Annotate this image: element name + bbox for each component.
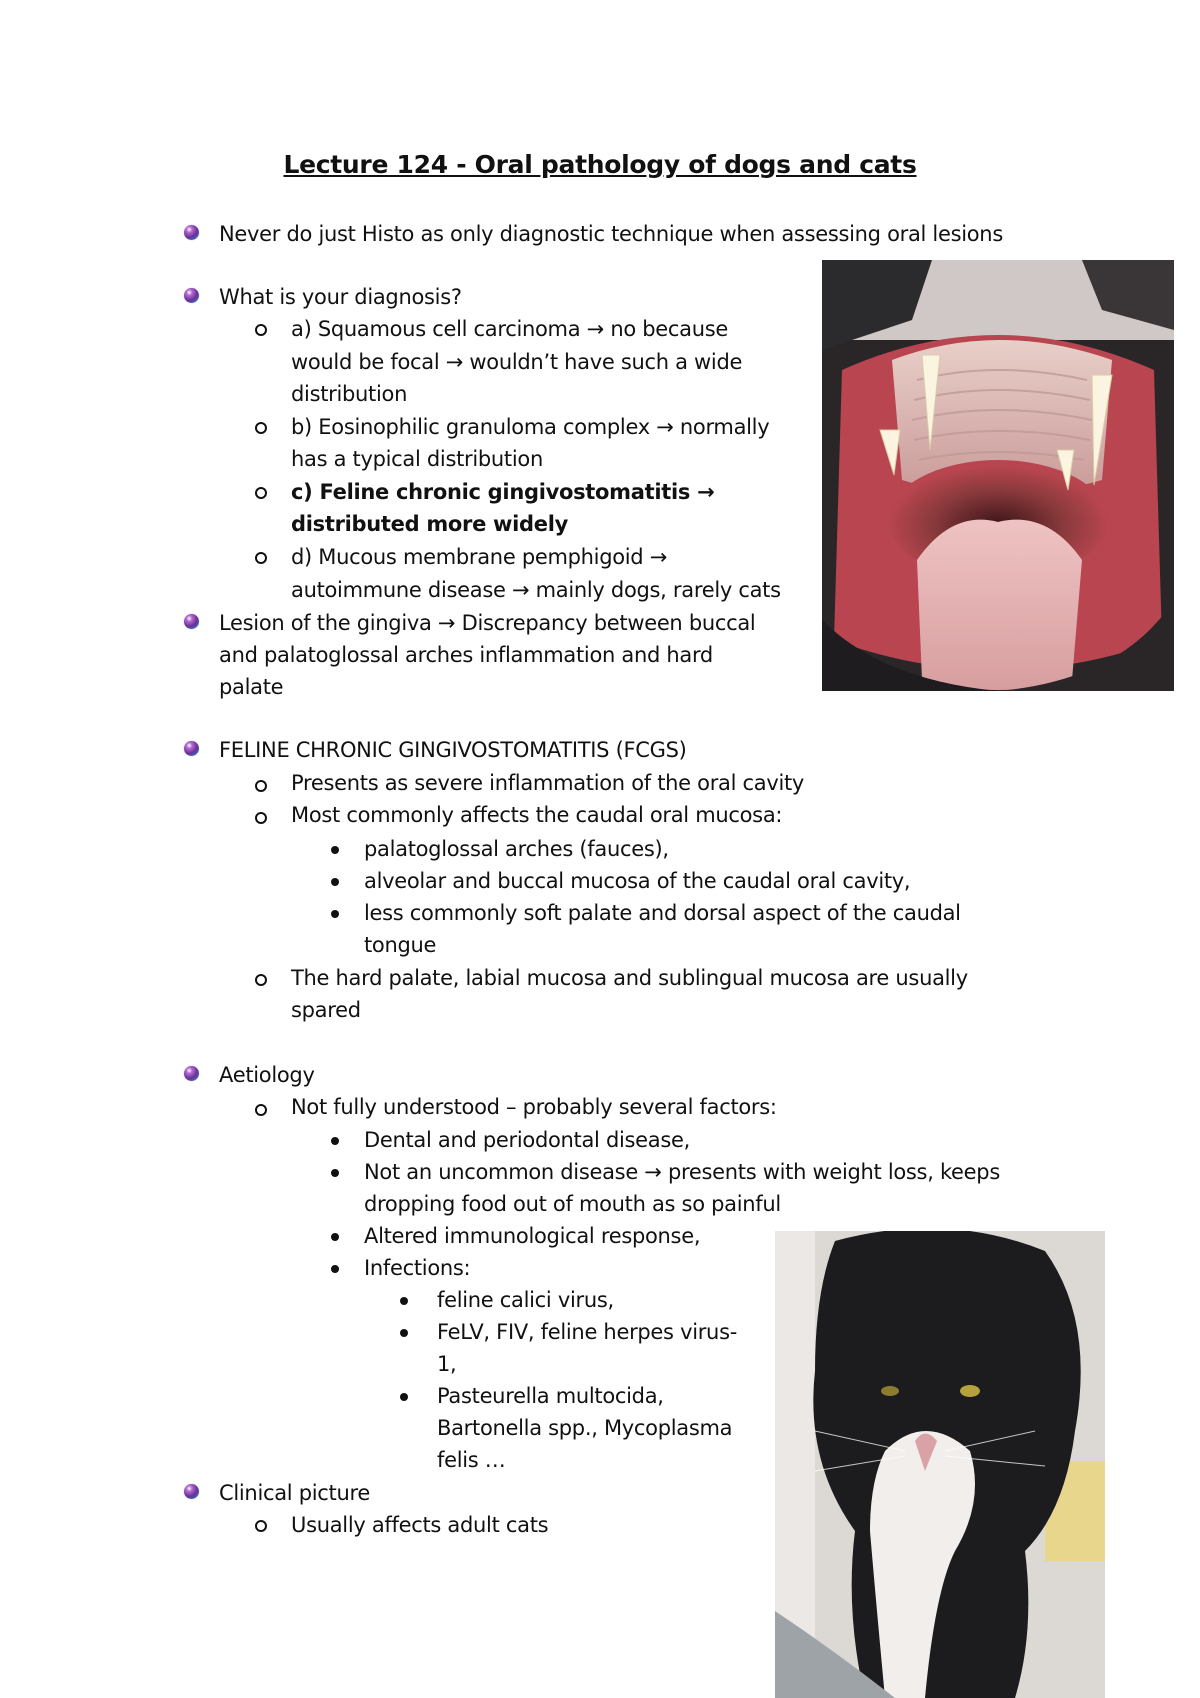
bullet-sphere-icon — [184, 288, 199, 303]
bullet-ring-icon — [255, 487, 267, 499]
bullet-dot-icon — [400, 1329, 408, 1337]
list-item: Lesion of the gingiva → Discrepancy between buccal — [219, 611, 756, 635]
bullet-dot-icon — [400, 1297, 408, 1305]
bullet-sphere-icon — [184, 741, 199, 756]
cat-photo — [775, 1231, 1105, 1698]
bullet-dot-icon — [331, 1233, 339, 1241]
list-item-continuation: dropping food out of mouth as so painful — [364, 1192, 781, 1216]
bullet-ring-icon — [255, 552, 267, 564]
bullet-sphere-icon — [184, 614, 199, 629]
list-item-continuation: and palatoglossal arches inflammation and hard — [219, 643, 713, 667]
bullet-ring-icon — [255, 324, 267, 336]
list-item-continuation: tongue — [364, 933, 437, 957]
list-item: Pasteurella multocida, — [437, 1384, 664, 1408]
list-item-continuation: 1, — [437, 1352, 457, 1376]
bullet-ring-icon — [255, 812, 267, 824]
bullet-dot-icon — [331, 1265, 339, 1273]
section-heading: FELINE CHRONIC GINGIVOSTOMATITIS (FCGS) — [219, 738, 687, 762]
bullet-dot-icon — [331, 878, 339, 886]
list-item: Presents as severe inflammation of the oral cavity — [291, 771, 805, 795]
list-item: Infections: — [364, 1256, 471, 1280]
bullet-dot-icon — [331, 846, 339, 854]
list-item: Not fully understood – probably several factors: — [291, 1095, 777, 1119]
list-item-continuation: distributed more widely — [291, 512, 569, 536]
list-item: The hard palate, labial mucosa and sublingual mucosa are usually — [291, 966, 968, 990]
bullet-dot-icon — [331, 910, 339, 918]
page-title: Lecture 124 - Oral pathology of dogs and cats — [283, 150, 917, 179]
bullet-sphere-icon — [184, 1484, 199, 1499]
list-item-continuation: Bartonella spp., Mycoplasma — [437, 1416, 733, 1440]
section-heading: Aetiology — [219, 1063, 315, 1087]
section-heading: Clinical picture — [219, 1481, 370, 1505]
list-item: Usually affects adult cats — [291, 1513, 549, 1537]
bullet-sphere-icon — [184, 225, 199, 240]
list-item: alveolar and buccal mucosa of the caudal oral cavity, — [364, 869, 911, 893]
bullet-ring-icon — [255, 422, 267, 434]
list-item: less commonly soft palate and dorsal aspect of the caudal — [364, 901, 961, 925]
list-item: palatoglossal arches (fauces), — [364, 837, 669, 861]
list-item-continuation: would be focal → wouldn’t have such a wide — [291, 350, 743, 374]
bullet-dot-icon — [331, 1169, 339, 1177]
list-item-continuation: has a typical distribution — [291, 447, 543, 471]
list-item: Most commonly affects the caudal oral mucosa: — [291, 803, 783, 827]
list-item: b) Eosinophilic granuloma complex → normally — [291, 415, 770, 439]
list-item: Not an uncommon disease → presents with weight loss, keeps — [364, 1160, 1000, 1184]
list-item-continuation: felis … — [437, 1448, 506, 1472]
list-item-continuation: spared — [291, 998, 361, 1022]
list-item-continuation: autoimmune disease → mainly dogs, rarely cats — [291, 578, 781, 602]
bullet-dot-icon — [400, 1393, 408, 1401]
list-item-answer: c) Feline chronic gingivostomatitis → — [291, 480, 715, 504]
bullet-sphere-icon — [184, 1066, 199, 1081]
cat-mouth-photo — [822, 260, 1174, 691]
bullet-ring-icon — [255, 780, 267, 792]
list-item: Altered immunological response, — [364, 1224, 701, 1248]
list-item-continuation: distribution — [291, 382, 408, 406]
bullet-dot-icon — [331, 1137, 339, 1145]
list-item: Never do just Histo as only diagnostic technique when assessing oral lesions — [219, 222, 1003, 246]
bullet-ring-icon — [255, 1520, 267, 1532]
list-item: feline calici virus, — [437, 1288, 614, 1312]
bullet-ring-icon — [255, 1104, 267, 1116]
list-item: Dental and periodontal disease, — [364, 1128, 690, 1152]
list-item: What is your diagnosis? — [219, 285, 462, 309]
list-item: a) Squamous cell carcinoma → no because — [291, 317, 728, 341]
list-item-continuation: palate — [219, 675, 284, 699]
list-item: d) Mucous membrane pemphigoid → — [291, 545, 668, 569]
list-item: FeLV, FIV, feline herpes virus- — [437, 1320, 737, 1344]
bullet-ring-icon — [255, 974, 267, 986]
